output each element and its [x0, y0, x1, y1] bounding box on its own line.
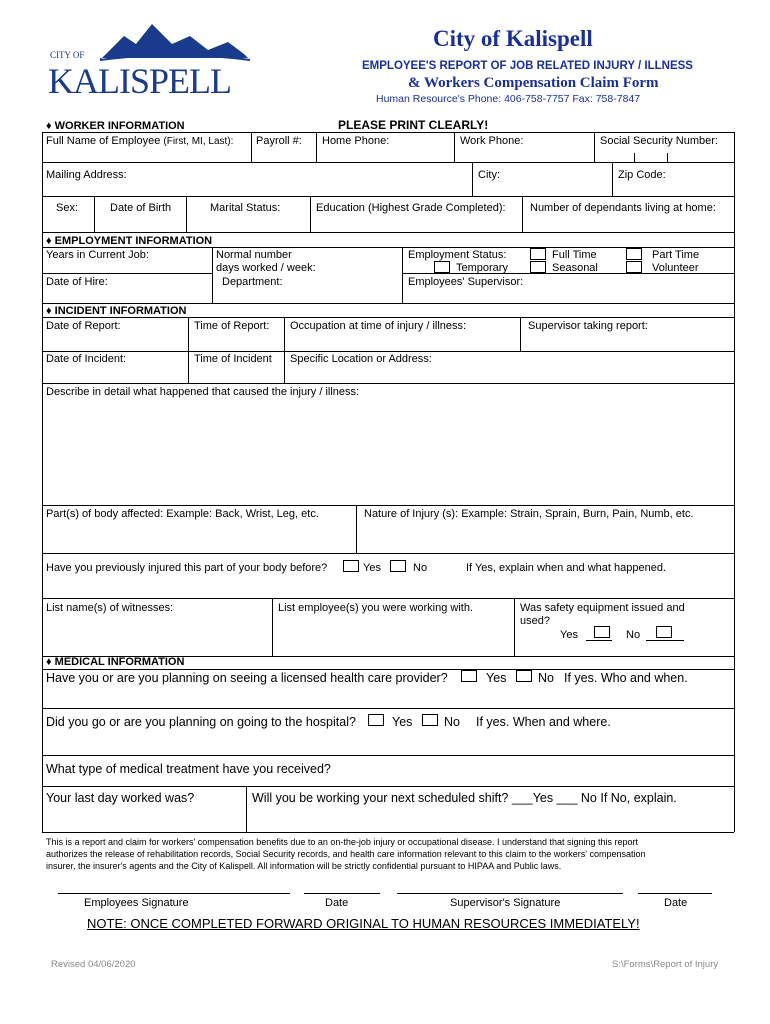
temporary-label: Temporary	[456, 262, 508, 274]
full-name-label: Full Name of Employee (First, MI, Last):	[46, 135, 234, 147]
employee-date-line[interactable]	[304, 893, 380, 894]
hospital-yes-checkbox[interactable]	[368, 714, 384, 726]
safety-no-blank[interactable]	[646, 640, 684, 641]
supervisor-date-label: Date	[664, 897, 688, 909]
claim-title: & Workers Compensation Claim Form	[408, 75, 659, 91]
full-time-checkbox[interactable]	[530, 248, 546, 260]
sex-label: Sex:	[56, 202, 79, 214]
full-time-label: Full Time	[552, 249, 597, 261]
previous-no-label: No	[413, 562, 428, 574]
safety-yes-label: Yes	[560, 629, 578, 641]
hire-date-label: Date of Hire:	[46, 276, 108, 288]
normal-days-label-2: days worked / week:	[216, 262, 316, 274]
part-time-label: Part Time	[652, 249, 700, 261]
nature-label: Nature of Injury (s): Example: Strain, Sprain, Burn, Pain, Numb, etc.	[364, 508, 694, 520]
provider-yes-checkbox[interactable]	[461, 670, 477, 682]
safety-yes-blank[interactable]	[586, 640, 612, 641]
part-time-checkbox[interactable]	[626, 248, 642, 260]
report-time-label: Time of Report:	[194, 320, 270, 332]
hr-phone: Human Resource's Phone: 406-758-7757 Fax: 758-7847	[376, 93, 641, 105]
hospital-yes-label: Yes	[392, 715, 413, 729]
logo-city-of: CITY OF	[50, 50, 85, 60]
ssn-label: Social Security Number:	[600, 135, 718, 147]
provider-no-label: No	[538, 671, 554, 685]
marital-label: Marital Status:	[210, 202, 281, 214]
previous-injury-label: Have you previously injured this part of your body before?	[46, 562, 328, 574]
disclaimer-line-3: insurer, the insurer's agents and the City of Kalispell. All information will be strictly confidential pursuant to HIPAA and Public laws.	[46, 861, 562, 871]
occupation-label: Occupation at time of injury / illness:	[290, 320, 467, 332]
volunteer-checkbox[interactable]	[626, 261, 642, 273]
disclaimer-line-1: This is a report and claim for workers' compensation benefits due to an on-the-job injury or occupational disease. I understand that signing this report	[46, 837, 639, 847]
safety-no-label: No	[626, 629, 641, 641]
employee-signature-label: Employees Signature	[84, 897, 189, 909]
diamond-icon: ♦	[46, 235, 55, 247]
employee-signature-line[interactable]	[58, 893, 290, 894]
seasonal-checkbox[interactable]	[530, 261, 546, 273]
file-path: S:\Forms\Report of Injury	[612, 959, 719, 970]
department-label: Department:	[222, 276, 283, 288]
supervisor-signature-line[interactable]	[397, 893, 623, 894]
worker-section-title: ♦ WORKER INFORMATION	[46, 120, 185, 132]
normal-days-label-1: Normal number	[216, 249, 292, 261]
provider-label: Have you or are you planning on seeing a licensed health care provider?	[46, 671, 448, 685]
status-label: Employment Status:	[408, 249, 507, 261]
safety-no-checkbox[interactable]	[656, 626, 672, 638]
describe-label: Describe in detail what happened that caused the injury / illness:	[46, 386, 360, 398]
hospital-no-checkbox[interactable]	[422, 714, 438, 726]
dependents-label: Number of dependants living at home:	[530, 202, 716, 214]
next-shift-label: Will you be working your next scheduled shift? ___Yes ___ No If No, explain.	[252, 791, 677, 805]
forward-note: NOTE: ONCE COMPLETED FORWARD ORIGINAL TO HUMAN RESOURCES IMMEDIATELY!	[87, 916, 640, 931]
diamond-icon: ♦	[46, 305, 55, 317]
print-clearly: PLEASE PRINT CLEARLY!	[338, 118, 489, 132]
supervisor-taking-label: Supervisor taking report:	[528, 320, 648, 332]
report-title: EMPLOYEE'S REPORT OF JOB RELATED INJURY / ILLNESS	[362, 60, 693, 72]
city-title: City of Kalispell	[433, 26, 593, 51]
employment-section-title: ♦ EMPLOYMENT INFORMATION	[46, 235, 213, 247]
city-logo	[44, 22, 264, 100]
safety-label-2: used?	[520, 615, 550, 627]
zip-label: Zip Code:	[618, 169, 666, 181]
location-label: Specific Location or Address:	[290, 353, 432, 365]
provider-yes-label: Yes	[486, 671, 507, 685]
incident-section-title: ♦ INCIDENT INFORMATION	[46, 305, 187, 317]
witnesses-label: List name(s) of witnesses:	[46, 602, 174, 614]
body-parts-label: Part(s) of body affected: Example: Back, Wrist, Leg, etc.	[46, 508, 319, 520]
payroll-label: Payroll #:	[256, 135, 302, 147]
hospital-no-label: No	[444, 715, 460, 729]
city-label: City:	[478, 169, 500, 181]
previous-yes-checkbox[interactable]	[343, 560, 359, 572]
supervisor-date-line[interactable]	[638, 893, 712, 894]
coworkers-label: List employee(s) you were working with.	[278, 602, 474, 614]
work-phone-label: Work Phone:	[460, 135, 524, 147]
diamond-icon: ♦	[46, 656, 55, 668]
logo-kalispell: KALISPELL	[48, 61, 231, 101]
revised-date: Revised 04/06/2020	[51, 959, 136, 970]
hospital-if-label: If yes. When and where.	[476, 715, 611, 729]
last-day-label: Your last day worked was?	[46, 791, 195, 805]
home-phone-label: Home Phone:	[322, 135, 390, 147]
supervisor-signature-label: Supervisor's Signature	[450, 897, 561, 909]
diamond-icon: ♦	[46, 120, 55, 132]
hospital-label: Did you go or are you planning on going to the hospital?	[46, 715, 356, 729]
seasonal-label: Seasonal	[552, 262, 598, 274]
mailing-label: Mailing Address:	[46, 169, 127, 181]
employee-supervisor-label: Employees' Supervisor:	[408, 276, 524, 288]
report-date-label: Date of Report:	[46, 320, 121, 332]
temporary-checkbox[interactable]	[434, 261, 450, 273]
disclaimer-line-2: authorizes the release of rehabilitation records, Social Security records, and health care information relevant to this claim to the workers' compensation	[46, 849, 646, 859]
previous-yes-label: Yes	[363, 562, 381, 574]
years-label: Years in Current Job:	[46, 249, 149, 261]
provider-if-label: If yes. Who and when.	[564, 671, 688, 685]
volunteer-label: Volunteer	[652, 262, 699, 274]
incident-time-label: Time of Incident	[194, 353, 272, 365]
dob-label: Date of Birth	[110, 202, 172, 214]
safety-yes-checkbox[interactable]	[594, 626, 610, 638]
incident-date-label: Date of Incident:	[46, 353, 127, 365]
education-label: Education (Highest Grade Completed):	[316, 202, 506, 214]
safety-label-1: Was safety equipment issued and	[520, 602, 685, 614]
previous-explain-label: If Yes, explain when and what happened.	[466, 562, 666, 574]
provider-no-checkbox[interactable]	[516, 670, 532, 682]
employee-date-label: Date	[325, 897, 349, 909]
treatment-label: What type of medical treatment have you received?	[46, 762, 331, 776]
previous-no-checkbox[interactable]	[390, 560, 406, 572]
medical-section-title: ♦ MEDICAL INFORMATION	[46, 656, 185, 668]
